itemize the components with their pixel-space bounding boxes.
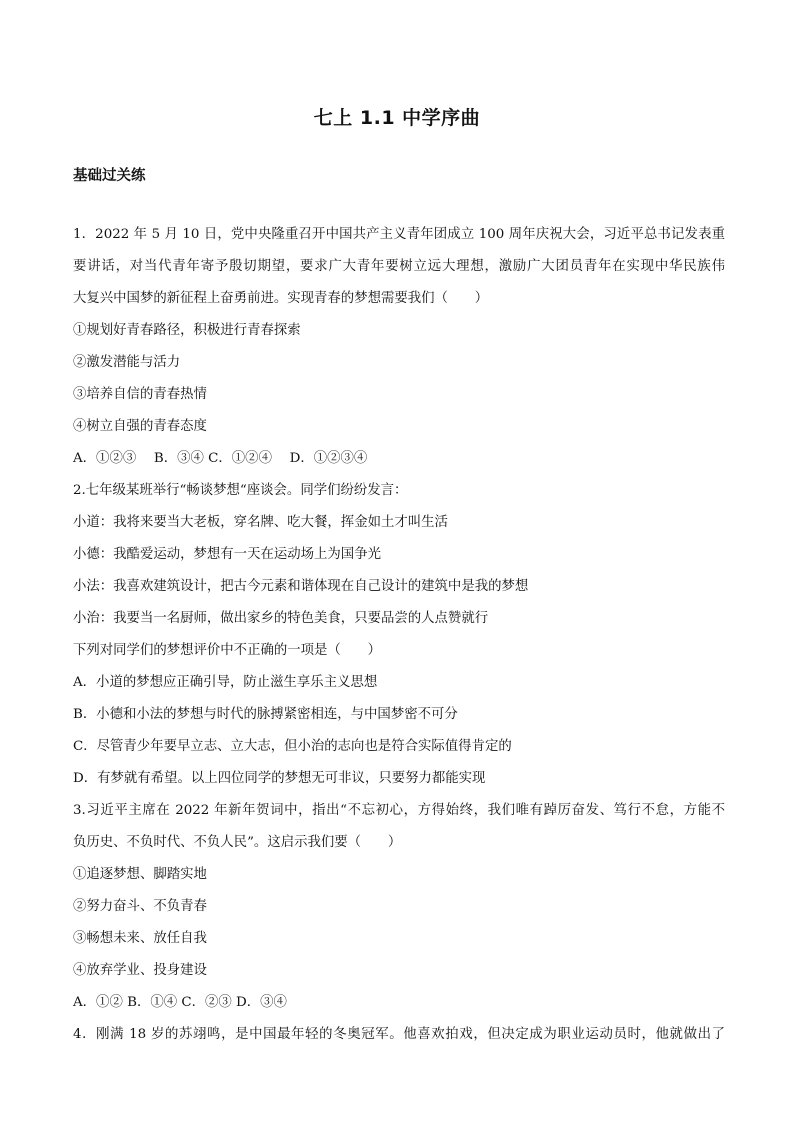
question-1-line-3: 大复兴中国梦的新征程上奋勇前进。实现青春的梦想需要我们（ ）	[73, 291, 489, 306]
question-2-xiaode: 小德：我酷爱运动，梦想有一天在运动场上为国争光	[73, 547, 381, 562]
question-3-line-2: 负历史、不负时代、不负人民”。这启示我们要（ ）	[73, 835, 402, 850]
question-3-choices: A．①② B．①④ C．②③ D．③④	[73, 995, 287, 1010]
question-2-choice-b: B．小德和小法的梦想与时代的脉搏紧密相连，与中国梦密不可分	[73, 707, 458, 722]
question-2-xiaodao: 小道：我将来要当大老板，穿名牌、吃大餐，挥金如土才叫生活	[73, 515, 448, 530]
question-2-stem: 2.七年级某班举行“畅谈梦想“座谈会。同学们纷纷发言：	[73, 483, 408, 498]
question-2-xiaofa: 小法：我喜欢建筑设计，把古今元素和谐体现在自己设计的建筑中是我的梦想	[73, 579, 529, 594]
question-1-choices: A．①②③ B．③④ C．①②④ D．①②③④	[73, 451, 368, 466]
question-1-line-1: 1．2022 年 5 月 10 日，党中央隆重召开中国共产主义青年团成立 100 周年庆祝大会，习近平总书记发表重	[73, 227, 725, 242]
question-2-choice-c: C．尽管青少年要早立志、立大志，但小治的志向也是符合实际值得肯定的	[73, 739, 512, 754]
question-3-line-1: 3.习近平主席在 2022 年新年贺词中，指出“不忘初心，方得始终，我们唯有踔厉奋发、笃行不怠，方能不	[73, 803, 725, 818]
question-2-choice-a: A．小道的梦想应正确引导，防止滋生享乐主义思想	[73, 675, 378, 690]
question-3-option-2: ②努力奋斗、不负青春	[73, 899, 207, 914]
question-1-option-2: ②激发潜能与活力	[73, 355, 181, 370]
section-heading: 基础过关练	[73, 168, 146, 184]
question-2-prompt: 下列对同学们的梦想评价中不正确的一项是（ ）	[73, 643, 381, 658]
question-1-line-2: 要讲话，对当代青年寄予殷切期望，要求广大青年要树立远大理想，激励广大团员青年在实现中华民族伟	[73, 259, 725, 274]
question-1-option-3: ③培养自信的青春热情	[73, 387, 207, 402]
question-1-option-1: ①规划好青春路径，积极进行青春探索	[73, 323, 301, 338]
question-1-option-4: ④树立自强的青春态度	[73, 419, 207, 434]
question-4-line-1: 4．刚满 18 岁的苏翊鸣，是中国最年轻的冬奥冠军。他喜欢拍戏，但决定成为职业运动员时，他就做出了	[73, 1027, 725, 1042]
question-3-option-3: ③畅想未来、放任自我	[73, 931, 207, 946]
page-title: 七上 1.1 中学序曲	[313, 107, 481, 129]
question-3-option-4: ④放弃学业、投身建设	[73, 963, 207, 978]
question-3-option-1: ①追逐梦想、脚踏实地	[73, 867, 207, 882]
question-2-choice-d: D．有梦就有希望。以上四位同学的梦想无可非议，只要努力都能实现	[73, 771, 486, 786]
question-2-xiaozhi: 小治：我要当一名厨师，做出家乡的特色美食，只要品尝的人点赞就行	[73, 611, 489, 626]
